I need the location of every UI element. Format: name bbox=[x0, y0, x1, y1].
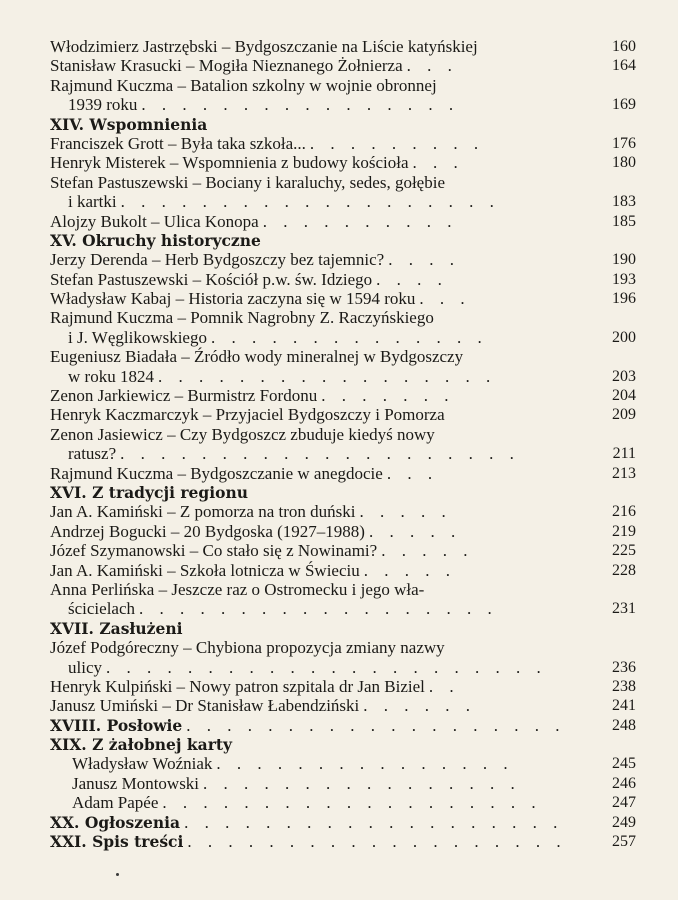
page-number: 245 bbox=[612, 755, 636, 773]
page-number: 248 bbox=[612, 716, 636, 734]
dot-leader: . . . . . . . . . . . . . . . . . . . . . . bbox=[106, 657, 547, 677]
page-number: 228 bbox=[612, 561, 636, 579]
page-number: 249 bbox=[612, 813, 636, 831]
page-number: 246 bbox=[612, 774, 636, 792]
toc-entry-text: Janusz Montowski bbox=[72, 773, 200, 793]
toc-entry bbox=[50, 134, 636, 153]
page-number: 241 bbox=[612, 697, 636, 715]
page-number: 183 bbox=[612, 193, 636, 211]
toc-entry bbox=[50, 599, 636, 618]
toc-entry bbox=[50, 347, 636, 366]
toc-entry-text: Anna Perlińska – Jeszcze raz o Ostromecku i jego wła- bbox=[50, 579, 425, 599]
toc-entry-text: Franciszek Grott – Była taka szkoła... bbox=[50, 133, 306, 153]
toc-section-heading bbox=[50, 716, 636, 735]
toc-entry-text: Zenon Jasiewicz – Czy Bydgoszcz zbuduje kiedyś nowy bbox=[50, 424, 435, 444]
dot-leader: . . . . . . . . . . . . . . . . . . . bbox=[186, 715, 566, 735]
dot-leader: . . . . . . . . . . . . . . . . . . . bbox=[184, 812, 564, 832]
dot-leader: . . . . . . . . . . . . . . . . . bbox=[157, 366, 497, 386]
toc-entry-text: 1939 roku bbox=[68, 95, 138, 115]
toc-entry bbox=[50, 541, 636, 560]
toc-entry bbox=[50, 464, 636, 483]
dot-leader: . . . bbox=[386, 463, 439, 483]
dot-leader: . . . . . bbox=[363, 560, 456, 580]
dot-leader: . . . . . . . . . . . . . . . . bbox=[141, 95, 460, 115]
dot-leader: . . . . . . . . . . bbox=[262, 211, 458, 231]
page-number: 247 bbox=[612, 794, 636, 812]
toc-entry-text: Henryk Misterek – Wspomnienia z budowy kościoła bbox=[50, 153, 409, 173]
dot-leader: . . . . . . . . . . . . . . . . . . . bbox=[187, 832, 567, 852]
dot-leader: . . . . . . . . . . . . . . . . . . . bbox=[120, 192, 500, 212]
dot-leader: . . . . . . . . . bbox=[309, 133, 485, 153]
dot-leader: . . . . . . . . . . . . . . . bbox=[216, 754, 514, 774]
toc-entry-text: Rajmund Kuczma – Bydgoszczanie w anegdocie bbox=[50, 463, 383, 483]
toc-entry bbox=[50, 638, 636, 657]
toc-entry-text: Stefan Pastuszewski – Kościół p.w. św. Idziego bbox=[50, 269, 373, 289]
toc-entry-text: Józef Podgóreczny – Chybiona propozycja zmiany nazwy bbox=[50, 638, 445, 658]
toc-entry-text: ratusz? bbox=[68, 444, 117, 464]
toc-entry-text: Jerzy Derenda – Herb Bydgoszczy bez tajemnic? bbox=[50, 250, 385, 270]
toc-entry bbox=[50, 76, 636, 95]
toc-entry-text: ulicy bbox=[68, 657, 102, 677]
toc-entry-text: Henryk Kaczmarczyk – Przyjaciel Bydgoszczy i Pomorza bbox=[50, 405, 445, 425]
toc-entry-text: Janusz Umiński – Dr Stanisław Łabendziński bbox=[50, 696, 360, 716]
toc-entry bbox=[50, 289, 636, 308]
page-speck bbox=[116, 873, 119, 876]
toc-entry-text: Alojzy Bukolt – Ulica Konopa bbox=[50, 211, 259, 231]
dot-leader: . . . . . . . . . . . . . . . . bbox=[203, 773, 521, 793]
toc-entry-text: Eugeniusz Biadała – Źródło wody mineralnej w Bydgoszczy bbox=[50, 347, 464, 367]
page-number: 160 bbox=[612, 38, 636, 55]
toc-entry-text: ścicielach bbox=[68, 599, 136, 619]
toc-entry bbox=[50, 774, 636, 793]
dot-leader: . . . . . . bbox=[363, 696, 477, 716]
page-number: 164 bbox=[612, 57, 636, 75]
toc-entry bbox=[50, 425, 636, 444]
toc-entry-text: Jan A. Kamiński – Szkoła lotnicza w Świeciu bbox=[50, 560, 360, 580]
page-number: 169 bbox=[612, 96, 636, 114]
toc-entry-text: Zenon Jarkiewicz – Burmistrz Fordonu bbox=[50, 386, 318, 406]
toc-entry bbox=[50, 561, 636, 580]
toc-entry bbox=[50, 37, 636, 56]
toc-entry bbox=[50, 95, 636, 114]
dot-leader: . . . . . . . . . . . . . . . . . . . bbox=[162, 793, 542, 813]
toc-section-heading bbox=[50, 813, 636, 832]
toc-entry bbox=[50, 522, 636, 541]
toc-section-heading bbox=[50, 619, 636, 638]
page-number: 196 bbox=[612, 290, 636, 308]
toc-entry-text: XIX. Z żałobnej karty bbox=[50, 735, 233, 755]
toc-entry-text: Andrzej Bogucki – 20 Bydgoska (1927–1988) bbox=[50, 521, 365, 541]
toc-entry-text: Włodzimierz Jastrzębski – Bydgoszczanie na Liście katyńskiej bbox=[50, 37, 478, 56]
dot-leader: . . . . . bbox=[359, 502, 452, 522]
toc-entry bbox=[50, 212, 636, 231]
dot-leader: . . . . . . . . . . . . . . . . . . . . bbox=[120, 444, 520, 464]
toc-entry bbox=[50, 386, 636, 405]
toc-entry-text: Stanisław Krasucki – Mogiła Nieznanego Żołnierza bbox=[50, 56, 403, 76]
page-number: 213 bbox=[612, 464, 636, 482]
toc-entry bbox=[50, 444, 636, 463]
page-number: 238 bbox=[612, 677, 636, 695]
toc-entry-text: XIV. Wspomnienia bbox=[50, 114, 208, 134]
toc-entry bbox=[50, 153, 636, 172]
toc-section-heading bbox=[50, 115, 636, 134]
page-number: 209 bbox=[612, 406, 636, 424]
dot-leader: . . . . . . . bbox=[321, 386, 455, 406]
toc-entry bbox=[50, 308, 636, 327]
toc-entry-text: Władysław Woźniak bbox=[72, 754, 213, 774]
toc-section-heading bbox=[50, 832, 636, 851]
toc-entry-text: w roku 1824 bbox=[68, 366, 154, 386]
toc-entry-text: i kartki bbox=[68, 192, 117, 212]
toc-entry bbox=[50, 270, 636, 289]
page-number: 231 bbox=[612, 600, 636, 618]
toc-entry bbox=[50, 502, 636, 521]
toc-entry-text: Józef Szymanowski – Co stało się z Nowinami? bbox=[50, 541, 378, 561]
toc-section-heading bbox=[50, 483, 636, 502]
page-number: 185 bbox=[612, 212, 636, 230]
toc-entry-text: Rajmund Kuczma – Pomnik Nagrobny Z. Raczyńskiego bbox=[50, 308, 434, 328]
page-number: 236 bbox=[612, 658, 636, 676]
dot-leader: . . . . bbox=[376, 269, 448, 289]
page-number: 180 bbox=[612, 154, 636, 172]
toc-entry bbox=[50, 192, 636, 211]
dot-leader: . . . . . bbox=[381, 541, 474, 561]
page-number: 211 bbox=[612, 445, 636, 463]
dot-leader: . . . bbox=[419, 289, 471, 309]
toc-entry-text: XVII. Zasłużeni bbox=[50, 618, 183, 638]
toc-entry-text: Jan A. Kamiński – Z pomorza na tron duński bbox=[50, 502, 356, 522]
page-number: 190 bbox=[612, 251, 636, 269]
toc-entry-text: Władysław Kabaj – Historia zaczyna się w 1594 roku bbox=[50, 289, 416, 309]
toc-entry-text: Stefan Pastuszewski – Bociany i karaluchy, sedes, gołębie bbox=[50, 172, 445, 192]
toc-entry bbox=[50, 405, 636, 424]
toc-entry bbox=[50, 367, 636, 386]
toc-entry-text: Henryk Kulpiński – Nowy patron szpitala dr Jan Biziel bbox=[50, 676, 425, 696]
dot-leader: . . . . . . . . . . . . . . . . . . bbox=[139, 599, 498, 619]
toc-entry bbox=[50, 580, 636, 599]
dot-leader: . . . . . . . . . . . . . . bbox=[210, 327, 488, 347]
toc-entry-text: i J. Węglikowskiego bbox=[68, 327, 207, 347]
page-number: 193 bbox=[612, 270, 636, 288]
dot-leader: . . . . bbox=[388, 250, 460, 270]
page-number: 203 bbox=[612, 367, 636, 385]
toc-entry bbox=[50, 250, 636, 269]
dot-leader: . . . bbox=[412, 153, 464, 173]
toc-entry-text: XVI. Z tradycji regionu bbox=[50, 482, 248, 502]
toc-section-heading bbox=[50, 735, 636, 754]
toc-entry-text: XXI. Spis treści bbox=[50, 832, 184, 852]
page-number: 200 bbox=[612, 328, 636, 346]
toc-entry-text: XX. Ogłoszenia bbox=[50, 812, 181, 832]
page-number: 257 bbox=[612, 833, 636, 851]
toc-entry bbox=[50, 677, 636, 696]
toc-entry-text: Rajmund Kuczma – Batalion szkolny w wojnie obronnej bbox=[50, 75, 437, 95]
toc-entry bbox=[50, 328, 636, 347]
page-number: 216 bbox=[612, 503, 636, 521]
dot-leader: . . . bbox=[406, 56, 458, 76]
toc-entry-text: XVIII. Posłowie bbox=[50, 715, 183, 735]
toc-entry bbox=[50, 56, 636, 75]
dot-leader: . . . . . bbox=[368, 521, 462, 541]
page-number: 219 bbox=[612, 522, 636, 540]
toc-entry bbox=[50, 173, 636, 192]
table-of-contents bbox=[50, 37, 636, 851]
page-number: 225 bbox=[612, 542, 636, 560]
toc-entry bbox=[50, 754, 636, 773]
toc-entry bbox=[50, 658, 636, 677]
toc-entry-text: XV. Okruchy historyczne bbox=[50, 230, 261, 250]
dot-leader: . . bbox=[428, 676, 460, 696]
page-number: 176 bbox=[612, 134, 636, 152]
toc-section-heading bbox=[50, 231, 636, 250]
page-number: 204 bbox=[612, 387, 636, 405]
toc-entry-text: Adam Papée bbox=[72, 793, 159, 813]
toc-entry bbox=[50, 696, 636, 715]
toc-entry bbox=[50, 793, 636, 812]
